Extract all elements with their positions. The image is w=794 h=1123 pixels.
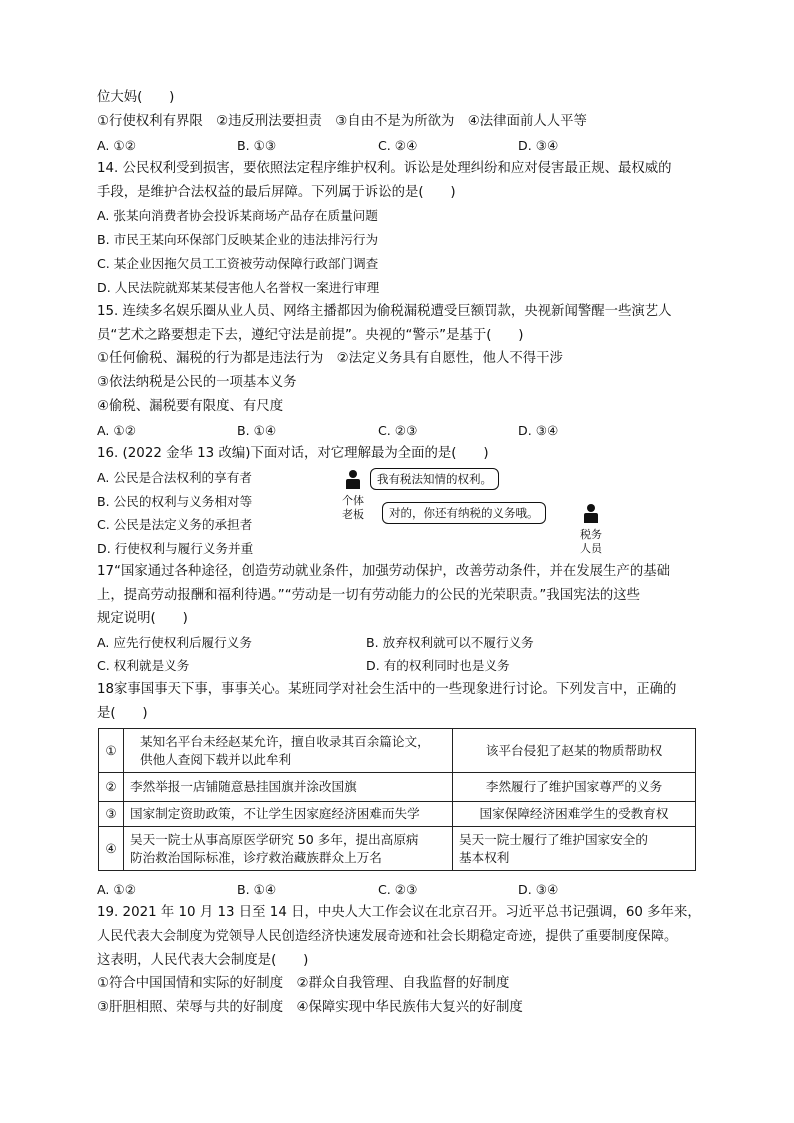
- row-number: ①: [99, 729, 124, 773]
- q16-option-d: D. 行使权利与履行义务并重: [97, 541, 254, 556]
- q19-stem-line2: 人民代表大会制度为党领导人民创造经济快速发展奇迹和社会长期稳定奇迹，提供了重要制度保障。: [97, 929, 678, 944]
- q17-option-d: D. 有的权利同时也是义务: [366, 658, 510, 673]
- q14-option-c: C. 某企业因拖欠员工工资被劳动保障行政部门调查: [97, 256, 379, 271]
- table-row: [99, 827, 696, 871]
- q13-option-d: D. ③④: [518, 138, 559, 153]
- speech-bubble-tax-officer: 对的，你还有纳税的义务哦。: [382, 502, 546, 524]
- q18-statement-table: [98, 728, 696, 871]
- q19-stem-line3: 这表明，人民代表大会制度是( ): [97, 953, 309, 968]
- statement-cell: [124, 729, 453, 773]
- statement-line: 某知名平台未经赵某允许，擅自收录其百余篇论文，: [140, 733, 430, 749]
- comment-cell: [453, 802, 696, 827]
- q18-option-a: A. ①②: [97, 882, 136, 897]
- q13-option-b: B. ①③: [237, 138, 277, 153]
- q17-stem-line2: 上，提高劳动报酬和福利待遇。”“劳动是一切有劳动能力的公民的光荣职责。”我国宪法的这些: [97, 588, 641, 603]
- comment-line: 吴天一院士履行了维护国家安全的: [459, 831, 648, 847]
- q15-stem-line2: 员“艺术之路要想走下去，遵纪守法是前提”。央视的“警示”是基于( ): [97, 328, 524, 343]
- q17-option-c: C. 权利就是义务: [97, 658, 190, 673]
- speaker1-label-line1: 个体: [342, 494, 364, 507]
- q13-option-c: C. ②④: [378, 138, 418, 153]
- q18-option-d: D. ③④: [518, 882, 559, 897]
- row-number: ②: [99, 773, 124, 802]
- row-number: ③: [99, 802, 124, 827]
- comment-line: 国家保障经济困难学生的受教育权: [479, 806, 669, 821]
- q16-option-b: B. 公民的权利与义务相对等: [97, 494, 253, 509]
- q13-option-a: A. ①②: [97, 138, 136, 153]
- q19-stem-line1: 19. 2021 年 10 月 13 日至 14 日，中央人大工作会议在北京召开。习近平总书记强调，60 多年来，: [97, 905, 701, 920]
- table-row: [99, 773, 696, 802]
- statement-line: 防治救治国际标准，诊疗救治藏族群众上万名: [130, 849, 382, 865]
- statement-line: 吴天一院士从事高原医学研究 50 多年，提出高原病: [130, 831, 419, 847]
- tax-officer-icon: [584, 504, 598, 522]
- comment-line: 基本权利: [459, 849, 510, 865]
- q16-option-c: C. 公民是法定义务的承担者: [97, 517, 253, 532]
- business-owner-icon: [346, 470, 360, 488]
- statement-line: 供他人查阅下载并以此牟利: [140, 751, 292, 767]
- comment-cell: [453, 827, 696, 871]
- q19-items-line1: ①符合中国国情和实际的好制度 ②群众自我管理、自我监督的好制度: [97, 976, 510, 991]
- q18-stem-line2: 是( ): [97, 706, 148, 721]
- comment-cell: [453, 773, 696, 802]
- q18-option-b: B. ①④: [237, 882, 277, 897]
- statement-cell: [124, 773, 453, 802]
- q15-option-b: B. ①④: [237, 423, 277, 438]
- q14-option-d: D. 人民法院就郑某某侵害他人名誉权一案进行审理: [97, 280, 380, 295]
- q16-dialogue-figure: [338, 464, 608, 564]
- q18-option-c: C. ②③: [378, 882, 418, 897]
- q13-stem-continuation: 位大妈( ): [97, 90, 175, 105]
- q19-items-line2: ③肝胆相照、荣辱与共的好制度 ④保障实现中华民族伟大复兴的好制度: [97, 1000, 523, 1015]
- statement-line: 国家制定资助政策，不让学生因家庭经济困难而失学: [130, 806, 420, 821]
- q15-item-1: ①任何偷税、漏税的行为都是违法行为 ②法定义务具有自愿性，他人不得干涉: [97, 351, 563, 366]
- q16-option-a: A. 公民是合法权利的享有者: [97, 470, 252, 485]
- q15-item-4: ④偷税、漏税要有限度、有尺度: [97, 399, 284, 414]
- q14-stem-line2: 手段，是维护合法权益的最后屏障。下列属于诉讼的是( ): [97, 185, 456, 200]
- speech-bubble-owner: 我有税法知情的权利。: [370, 468, 499, 490]
- q15-stem-line1: 15. 连续多名娱乐圈从业人员、网络主播都因为偷税漏税遭受巨额罚款，央视新闻警醒一些演艺人: [97, 304, 672, 319]
- statement-cell: [124, 802, 453, 827]
- table-row: [99, 729, 696, 773]
- table-row: [99, 802, 696, 827]
- q14-option-b: B. 市民王某向环保部门反映某企业的违法排污行为: [97, 232, 379, 247]
- statement-line: 李然举报一店铺随意悬挂国旗并涂改国旗: [130, 779, 357, 794]
- q14-option-a: A. 张某向消费者协会投诉某商场产品存在质量问题: [97, 208, 378, 223]
- q15-item-3: ③依法纳税是公民的一项基本义务: [97, 375, 297, 390]
- q17-option-b: B. 放弃权利就可以不履行义务: [366, 635, 534, 650]
- q17-stem-line3: 规定说明( ): [97, 611, 188, 626]
- q14-stem-line1: 14. 公民权利受到损害，要依照法定程序维护权利。诉讼是处理纠纷和应对侵害最正规、最权威的: [97, 161, 672, 176]
- comment-line: 李然履行了维护国家尊严的义务: [485, 779, 663, 794]
- statement-cell: [124, 827, 453, 871]
- speaker2-label-line2: 人员: [580, 542, 602, 555]
- comment-line: 该平台侵犯了赵某的物质帮助权: [485, 742, 663, 758]
- q17-option-a: A. 应先行使权利后履行义务: [97, 635, 252, 650]
- q16-stem: 16. (2022 金华 13 改编)下面对话，对它理解最为全面的是( ): [97, 446, 489, 461]
- comment-cell: [453, 729, 696, 773]
- speaker1-label-line2: 老板: [342, 508, 364, 521]
- q15-option-d: D. ③④: [518, 423, 559, 438]
- q15-option-a: A. ①②: [97, 423, 136, 438]
- speaker2-label-line1: 税务: [580, 528, 602, 541]
- q15-option-c: C. ②③: [378, 423, 418, 438]
- q17-stem-line1: 17“国家通过各种途径，创造劳动就业条件，加强劳动保护，改善劳动条件，并在发展生产的基础: [97, 564, 670, 579]
- row-number: ④: [99, 827, 124, 871]
- q18-stem-line1: 18家事国事天下事，事事关心。某班同学对社会生活中的一些现象进行讨论。下列发言中，正确的: [97, 682, 677, 697]
- q13-items: ①行使权利有界限 ②违反刑法要担责 ③自由不是为所欲为 ④法律面前人人平等: [97, 114, 587, 129]
